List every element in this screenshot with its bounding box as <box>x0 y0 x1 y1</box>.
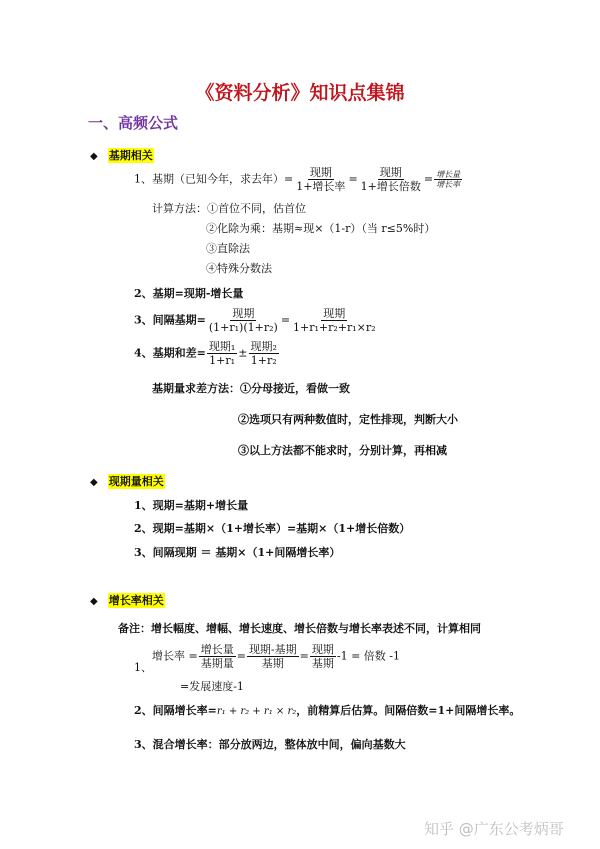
fraction <box>207 340 237 367</box>
fraction <box>310 643 336 670</box>
numerator: 增长量 <box>436 170 461 179</box>
diamond-bullet-icon: ◆ <box>90 151 98 162</box>
section-growth-label: 增长率相关 <box>108 594 164 607</box>
watermark: 知乎 @广东公考炳哥 <box>424 820 564 838</box>
current-formula-2: 2、现期=基期×（1+增长率）=基期×（1+增长倍数） <box>134 522 411 535</box>
calc-method-4: ④特殊分数法 <box>206 262 272 275</box>
section-base-label: 基期相关 <box>108 149 153 162</box>
growth-formula-2 <box>134 702 520 718</box>
numerator: 现期₁ <box>208 340 236 353</box>
section-current-period <box>90 473 165 489</box>
calc-method-1: 计算方法：①首位不同，估首位 <box>152 202 306 215</box>
equals: = <box>299 649 309 663</box>
fraction <box>359 166 423 193</box>
section-current-label: 现期量相关 <box>108 475 164 488</box>
numerator: 现期 <box>323 307 346 320</box>
diff-method-3: ③以上方法都不能求时，分别计算，再相减 <box>238 444 447 457</box>
denominator: 1+增长倍数 <box>360 180 421 193</box>
diamond-bullet-icon: ◆ <box>90 596 98 607</box>
growth-note: 备注：增长幅度、增幅、增长速度、增长倍数与增长率表述不同，计算相同 <box>118 622 481 635</box>
growth-formula-1-label: 增长率 = <box>152 649 198 663</box>
plus-minus: ± <box>238 346 248 360</box>
diamond-bullet-icon: ◆ <box>90 477 98 488</box>
growth-formula-1-line2: =发展速度-1 <box>180 680 244 693</box>
growth-formula-1-number: 1、 <box>134 661 152 674</box>
denominator: 基期量 <box>200 657 234 670</box>
growth-formula-2-label: 2、间隔增长率= <box>134 704 217 717</box>
denominator: 1+r₁ <box>209 354 236 367</box>
diff-method-1: 基期量求差方法：①分母接近，看做一致 <box>152 382 350 395</box>
fraction <box>291 307 378 334</box>
fraction <box>294 166 347 193</box>
denominator: 1+r₁+r₂+r₁×r₂ <box>293 321 376 334</box>
numerator: 现期 <box>232 307 255 320</box>
fraction <box>247 643 299 670</box>
section-heading-formulas: 一、高频公式 <box>88 114 179 132</box>
calc-method-2: ②化除为乘：基期≈现×（1-r）（当 r≤5%时） <box>206 222 436 235</box>
numerator: 现期-基期 <box>248 643 297 656</box>
calc-method-3: ③直除法 <box>206 242 250 255</box>
growth-formula-2-tail: ，前精算后估算。间隔倍数=1+间隔增长率。 <box>296 704 521 717</box>
fraction <box>434 170 462 189</box>
equals: = <box>236 649 246 663</box>
base-formula-1-label: 1、基期（已知今年，求去年）= <box>134 172 294 186</box>
page-title: 《资料分析》知识点集锦 <box>195 82 405 104</box>
section-base-period <box>90 147 154 163</box>
numerator: 现期 <box>309 166 332 179</box>
numerator: 现期 <box>379 166 402 179</box>
denominator: 增长率 <box>436 180 461 189</box>
base-formula-3: 3、间隔基期= $\frac{\text{现期}}{\text{(1+r₁)(1+r₂)}}$ = $\frac{\text{现期}}{\text{1+r₁+r₂+r₁×r₂}}$ <box>134 307 376 334</box>
growth-formula-1-tail: -1 = 倍数 -1 <box>336 649 401 663</box>
base-formula-4 <box>134 340 280 367</box>
base-formula-1: 1、基期（已知今年，求去年）= $\frac{\text{现期}}{\text{1+增长率}}$ = $\frac{\text{现期}}{\text{1+增长倍数}}$ = $\frac{\text{增长量}}{\text{增长率}}$ <box>134 166 461 193</box>
fraction <box>199 643 236 670</box>
growth-formula-3: 3、混合增长率：部分放两边，整体放中间，偏向基数大 <box>134 738 406 751</box>
fraction <box>207 307 280 334</box>
numerator: 增长量 <box>200 643 234 656</box>
growth-formula-1 <box>152 643 400 670</box>
base-formula-2: 2、基期=现期-增长量 <box>134 287 244 300</box>
numerator: 现期₂ <box>250 340 277 353</box>
denominator: 1+r₂ <box>250 354 277 367</box>
base-formula-3-label: 3、间隔基期= <box>134 313 206 327</box>
base-formula-4-label: 4、基期和差= <box>134 346 206 360</box>
fraction <box>249 340 279 367</box>
denominator: 1+增长率 <box>296 180 346 193</box>
diff-method-2: ②选项只有两种数值时，定性排现，判断大小 <box>238 413 458 426</box>
current-formula-3: 3、间隔现期 ＝ 基期×（1+间隔增长率） <box>134 546 341 559</box>
denominator: (1+r₁)(1+r₂) <box>208 321 278 334</box>
current-formula-1: 1、现期=基期+增长量 <box>134 499 249 512</box>
denominator: 基期 <box>261 657 284 670</box>
section-growth-rate <box>90 592 165 608</box>
growth-formula-2-expr: r₁ + r₂ + r₁ × r₂ <box>216 706 297 717</box>
denominator: 基期 <box>311 657 334 670</box>
numerator: 现期 <box>311 643 334 656</box>
